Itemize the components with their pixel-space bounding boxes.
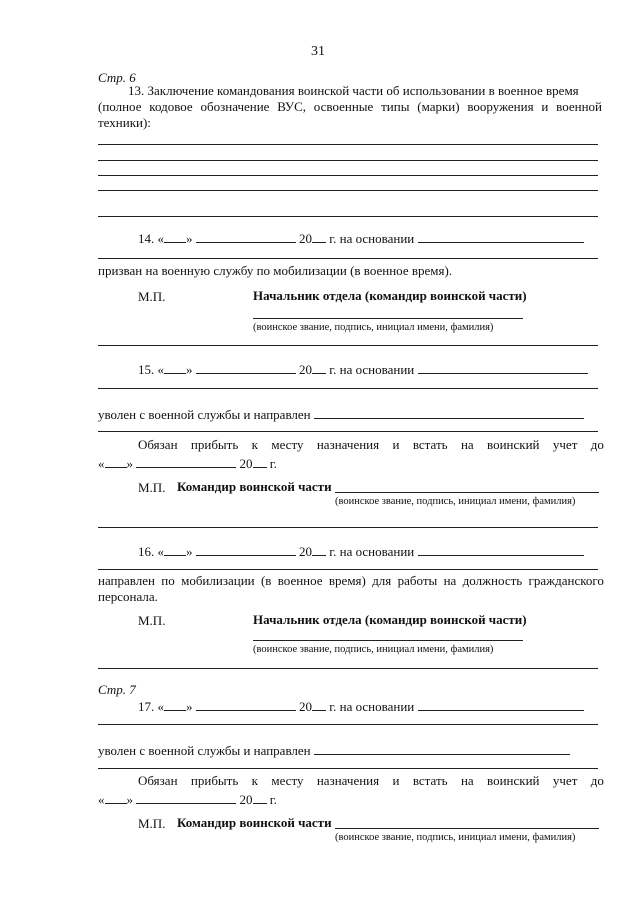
section-divider [98,668,598,669]
item17-obliged-line: Обязан прибыть к месту назначения и встать на воинский учет до [138,773,604,788]
year-field[interactable] [312,230,326,243]
item15-basis-line[interactable] [98,388,598,389]
item15-obliged-line: Обязан прибыть к месту назначения и встать на воинский учет до [138,437,604,452]
signature-line[interactable] [253,318,523,319]
signature-caption: (воинское звание, подпись, инициал имени, фамилия) [335,496,576,507]
item14-date-line: 14. « » 20 г. на основании [138,230,584,247]
item13-fill-line[interactable] [98,175,598,176]
item14-text: призван на военную службу по мобилизации (в военное время). [98,263,453,278]
item16-number: 16. [138,544,155,559]
year-field[interactable] [253,791,267,804]
day-field[interactable] [164,543,186,556]
month-field[interactable] [136,791,236,804]
month-field[interactable] [196,230,296,243]
day-field[interactable] [105,455,127,468]
destination-field[interactable] [314,742,570,755]
item17-destination-line[interactable] [98,768,598,769]
year-field[interactable] [312,543,326,556]
section-divider [98,345,598,346]
month-field[interactable] [196,543,296,556]
item13-heading-line3: техники): [98,115,151,130]
page-label-str6: Стр. 6 [98,70,136,85]
item13-fill-line[interactable] [98,190,598,191]
dismissed-text: уволен с военной службы и направлен [98,407,311,422]
section-divider [98,527,598,528]
month-field[interactable] [196,361,296,374]
dismissed-text: уволен с военной службы и направлен [98,743,311,758]
item15-date-line: 15. « » 20 г. на основании [138,361,588,378]
day-field[interactable] [164,698,186,711]
signature-caption: (воинское звание, подпись, инициал имени, фамилия) [335,832,576,843]
page-label-str7: Стр. 7 [98,682,136,697]
item15-number: 15. [138,362,155,377]
item14-basis-line[interactable] [98,258,598,259]
day-field[interactable] [105,791,127,804]
item16-text-line2: персонала. [98,589,158,604]
item15-destination-line[interactable] [98,431,598,432]
month-field[interactable] [196,698,296,711]
day-field[interactable] [164,361,186,374]
page-number: 31 [311,44,325,59]
signature-line[interactable] [253,640,523,641]
year-field[interactable] [312,698,326,711]
chief-title: Начальник отдела (командир воинской части) [253,612,527,627]
basis-field[interactable] [418,230,584,243]
item16-text-line1: направлен по мобилизации (в военное время) для работы на должность гражданского [98,573,604,588]
destination-field[interactable] [314,406,584,419]
year-field[interactable] [253,455,267,468]
item17-dismissed-line [98,742,570,759]
item15-deadline-line: « » 20 г. [98,456,277,471]
item17-basis-line[interactable] [98,724,598,725]
item17-deadline-line: « » 20 г. [98,792,277,807]
year-field[interactable] [312,361,326,374]
chief-title: Начальник отдела (командир воинской части) [253,288,527,303]
basis-field[interactable] [418,698,584,711]
mp-label: М.П. [138,480,166,495]
basis-field[interactable] [418,361,588,374]
item13-fill-line[interactable] [98,216,598,217]
day-field[interactable] [164,230,186,243]
item13-fill-line[interactable] [98,160,598,161]
mp-label: М.П. [138,613,166,628]
item17-number: 17. [138,699,155,714]
commander-title: Командир воинской части [177,815,332,830]
item13-heading-line2: (полное кодовое обозначение ВУС, освоенные типы (марки) вооружения и военной [98,99,602,114]
signature-line[interactable] [335,828,599,829]
mp-label: М.П. [138,816,166,831]
signature-caption: (воинское звание, подпись, инициал имени, фамилия) [253,322,494,333]
month-field[interactable] [136,455,236,468]
item13-fill-line[interactable] [98,144,598,145]
item16-basis-line[interactable] [98,569,598,570]
basis-field[interactable] [418,543,584,556]
item13-heading-line1: 13. Заключение командования воинской части об использовании в военное время [128,83,579,98]
commander-title: Командир воинской части [177,479,332,494]
mp-label: М.П. [138,289,166,304]
item14-number: 14. [138,231,155,246]
signature-line[interactable] [335,492,599,493]
item16-date-line: 16. « » 20 г. на основании [138,543,584,560]
item17-date-line: 17. « » 20 г. на основании [138,698,584,715]
signature-caption: (воинское звание, подпись, инициал имени, фамилия) [253,644,494,655]
item15-dismissed-line [98,406,584,423]
